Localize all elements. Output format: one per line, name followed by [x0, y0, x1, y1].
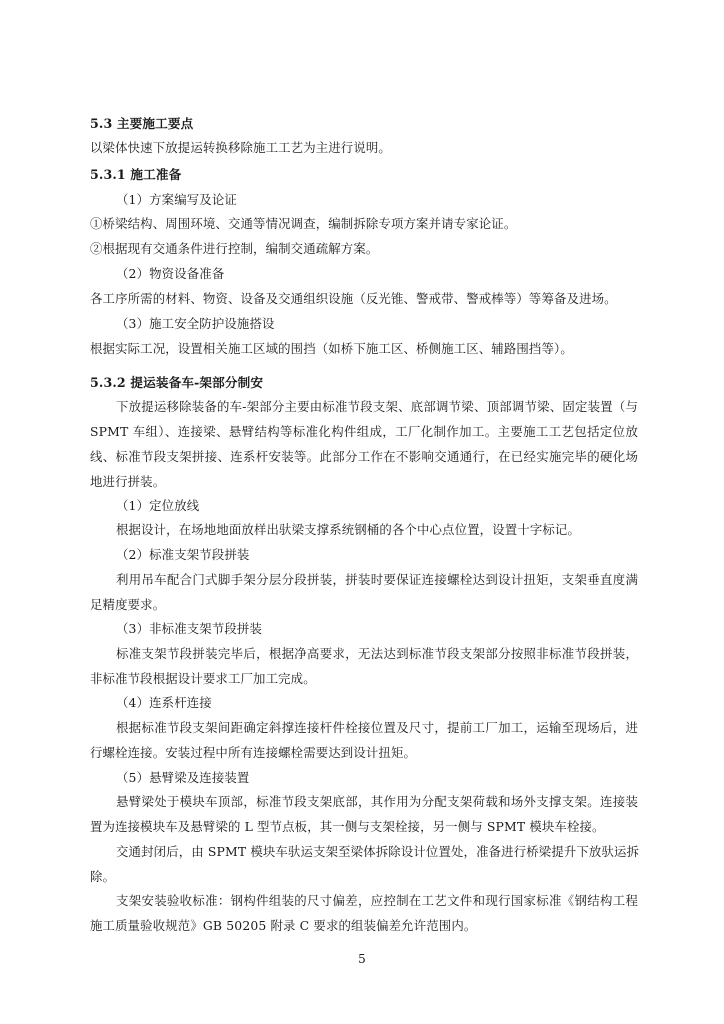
paragraph-line: 支架安装验收标准：钢构件组装的尺寸偏差，应控制在工艺文件和现行国家标准《钢结构工程 [116, 893, 638, 908]
paragraph-line: 交通封闭后，由 SPMT 模块车驮运支架至梁体拆除设计位置处，准备进行桥梁提升下放驮运拆 [116, 844, 640, 859]
paragraph-line: 悬臂梁处于模块车顶部，标准节段支架底部，其作用为分配支架荷载和场外支撑支架。连接装 [116, 794, 638, 809]
section-heading-5-3-2: 5.3.2 提运装备车-架部分制安 [90, 375, 264, 390]
subsection-title: （2）标准支架节段拼装 [116, 547, 250, 562]
paragraph-line: 行螺栓连接。安装过程中所有连接螺栓需要达到设计扭矩。 [90, 745, 417, 760]
section-heading-5-3-1: 5.3.1 施工准备 [90, 167, 182, 182]
paragraph-line: 根据设计，在场地地面放样出驮梁支撑系统钢桶的各个中心点位置，设置十字标记。 [116, 522, 581, 537]
paragraph-line: 线、标准节段支架拼接、连系杆安装等。此部分工作在不影响交通通行，在已经实施完毕的硬化场 [90, 449, 638, 464]
subsection-title: （1）方案编写及论证 [116, 192, 237, 207]
paragraph-line: 下放提运移除装备的车-架部分主要由标准节段支架、底部调节梁、顶部调节梁、固定装置（与 [116, 399, 638, 414]
subsection-title: （5）悬臂梁及连接装置 [116, 770, 250, 785]
page-number: 5 [358, 952, 366, 966]
paragraph-line: 非标准节段根据设计要求工厂加工完成。 [90, 671, 316, 686]
paragraph-line: 各工序所需的材料、物资、设备及交通组织设施（反光锥、警戒带、警戒棒等）等筹备及进场。 [90, 291, 617, 306]
paragraph-line: 除。 [90, 869, 116, 884]
paragraph-line: 足精度要求。 [90, 597, 166, 612]
subsection-title: （4）连系杆连接 [116, 695, 212, 710]
paragraph-intro: 以梁体快速下放提运转换移除施工工艺为主进行说明。 [90, 140, 391, 155]
paragraph-line: 根据标准节段支架间距确定斜撑连接杆件栓接位置及尺寸，提前工厂加工，运输至现场后，进 [116, 720, 638, 735]
paragraph-line: ①桥梁结构、周围环境、交通等情况调查，编制拆除专项方案并请专家论证。 [90, 216, 517, 231]
subsection-title: （3）非标准支架节段拼装 [116, 621, 262, 636]
paragraph-line: 地进行拼装。 [90, 474, 166, 489]
paragraph-line: SPMT 车组）、连接梁、悬臂结构等标准化构件组成，工厂化制作加工。主要施工工艺包括定位放 [90, 424, 638, 439]
paragraph-line: 置为连接模块车及悬臂梁的 L 型节点板，其一侧与支架栓接，另一侧与 SPMT 模块车栓接。 [90, 819, 605, 834]
subsection-title: （2）物资设备准备 [116, 266, 225, 281]
subsection-title: （1）定位放线 [116, 498, 200, 513]
paragraph-line: 利用吊车配合门式脚手架分层分段拼装，拼装时要保证连接螺栓达到设计扭矩，支架垂直度满 [116, 572, 638, 587]
paragraph-line: 标准支架节段拼装完毕后，根据净高要求，无法达到标准节段支架部分按照非标准节段拼装， [116, 646, 638, 661]
section-heading-5-3: 5.3 主要施工要点 [90, 116, 194, 131]
paragraph-line: 根据实际工况，设置相关施工区域的围挡（如桥下施工区、桥侧施工区、辅路围挡等）。 [90, 341, 573, 356]
paragraph-line: ②根据现有交通条件进行控制，编制交通疏解方案。 [90, 241, 379, 256]
subsection-title: （3）施工安全防护设施搭设 [116, 316, 275, 331]
paragraph-line: 施工质量验收规范》GB 50205 附录 C 要求的组装偏差允许范围内。 [90, 918, 477, 933]
